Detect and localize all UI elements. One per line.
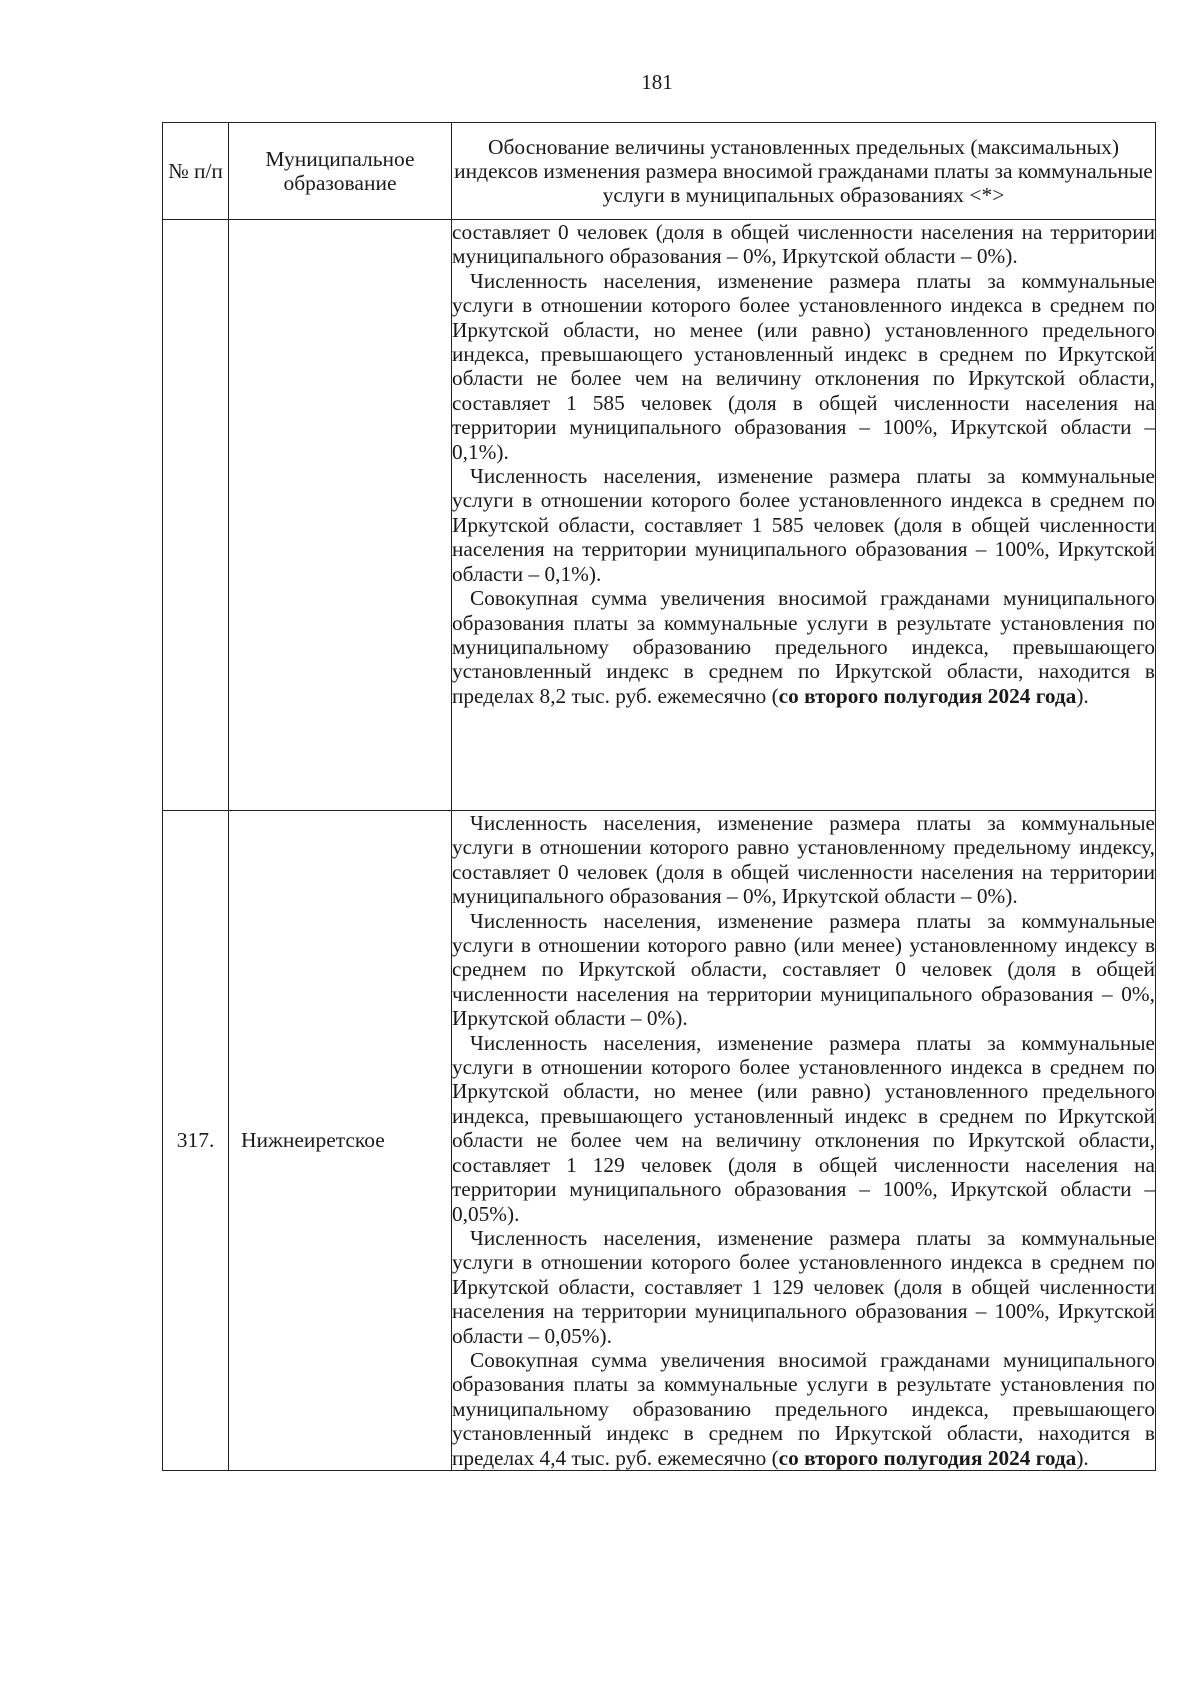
- page-number: 181: [641, 70, 673, 94]
- row-municipality-cell: Нижнеиретское: [229, 811, 452, 1471]
- paragraph-total-text: Совокупная сумма увеличения вносимой гражданами муниципального образования платы за коммунальные услуги в результате установления по муниципальному образованию предельного индекса, превышающего установленный индекс в среднем по Иркутской области, находится в пределах 4,4 тыс. руб. ежемесячно (: [452, 1347, 1155, 1470]
- table-row: [163, 811, 1156, 1471]
- header-number: № п/п: [163, 123, 229, 220]
- table-row: [163, 220, 1156, 811]
- period-bold: со второго полугодия 2024 года: [778, 683, 1077, 708]
- paragraph: Численность населения, изменение размера платы за коммунальные услуги в отношении которого равно установленному предельному индексу, составляет 0 человек (доля в общей численности населения на территории муниципального образования – 0%, Иркутской области – 0%).: [452, 811, 1155, 909]
- row-justification-cell: [452, 220, 1156, 811]
- paragraph: Численность населения, изменение размера платы за коммунальные услуги в отношении которого более установленного индекса в среднем по Иркутской области, составляет 1 129 человек (доля в общей численности населения на территории муниципального образования – 100%, Иркутской области – 0,05%).: [452, 1225, 1155, 1348]
- paragraph: Численность населения, изменение размера платы за коммунальные услуги в отношении которого более установленного индекса в среднем по Иркутской области, но менее (или равно) установленного предельного индекса, превышающего установленный индекс в среднем по Иркутской области не более чем на величину отклонения по Иркутской области, составляет 1 129 человек (доля в общей численности населения на территории муниципального образования – 100%, Иркутской области – 0,05%).: [452, 1030, 1155, 1226]
- paragraph: составляет 0 человек (доля в общей численности населения на территории муниципального образования – 0%, Иркутской области – 0%).: [452, 220, 1155, 269]
- paragraph-total-text: Совокупная сумма увеличения вносимой гражданами муниципального образования платы за коммунальные услуги в результате установления по муниципальному образованию предельного индекса, превышающего установленный индекс в среднем по Иркутской области, находится в пределах 8,2 тыс. руб. ежемесячно (: [452, 586, 1155, 708]
- paragraph: Численность населения, изменение размера платы за коммунальные услуги в отношении которого более установленного индекса в среднем по Иркутской области, составляет 1 585 человек (доля в общей численности населения на территории муниципального образования – 100%, Иркутской области – 0,1%).: [452, 464, 1155, 586]
- paragraph-end: ).: [1076, 683, 1089, 708]
- table-header-row: [163, 123, 1156, 220]
- paragraph-total: [452, 586, 1155, 708]
- paragraph: Численность населения, изменение размера платы за коммунальные услуги в отношении которого равно (или менее) установленному индексу в среднем по Иркутской области, составляет 0 человек (доля в общей численности населения на территории муниципального образования – 0%, Иркутской области – 0%).: [452, 908, 1155, 1031]
- justification-table: [162, 122, 1156, 1471]
- row-municipality-cell: [229, 220, 452, 811]
- row-justification-cell: [452, 811, 1156, 1471]
- paragraph-end: ).: [1076, 1445, 1089, 1470]
- paragraph-total: [452, 1348, 1155, 1470]
- period-bold: со второго полугодия 2024 года: [778, 1445, 1077, 1470]
- header-justification: Обоснование величины установленных предельных (максимальных) индексов изменения размера вносимой гражданами платы за коммунальные услуги в муниципальных образованиях <*>: [452, 123, 1156, 220]
- row-number-cell: 317.: [163, 811, 229, 1471]
- header-municipality: Муниципальное образование: [229, 123, 452, 220]
- row-number-cell: [163, 220, 229, 811]
- paragraph: Численность населения, изменение размера платы за коммунальные услуги в отношении которого более установленного индекса в среднем по Иркутской области, но менее (или равно) установленного предельного индекса, превышающего установленный индекс в среднем по Иркутской области не более чем на величину отклонения по Иркутской области, составляет 1 585 человек (доля в общей численности населения на территории муниципального образования – 100%, Иркутской области – 0,1%).: [452, 268, 1155, 464]
